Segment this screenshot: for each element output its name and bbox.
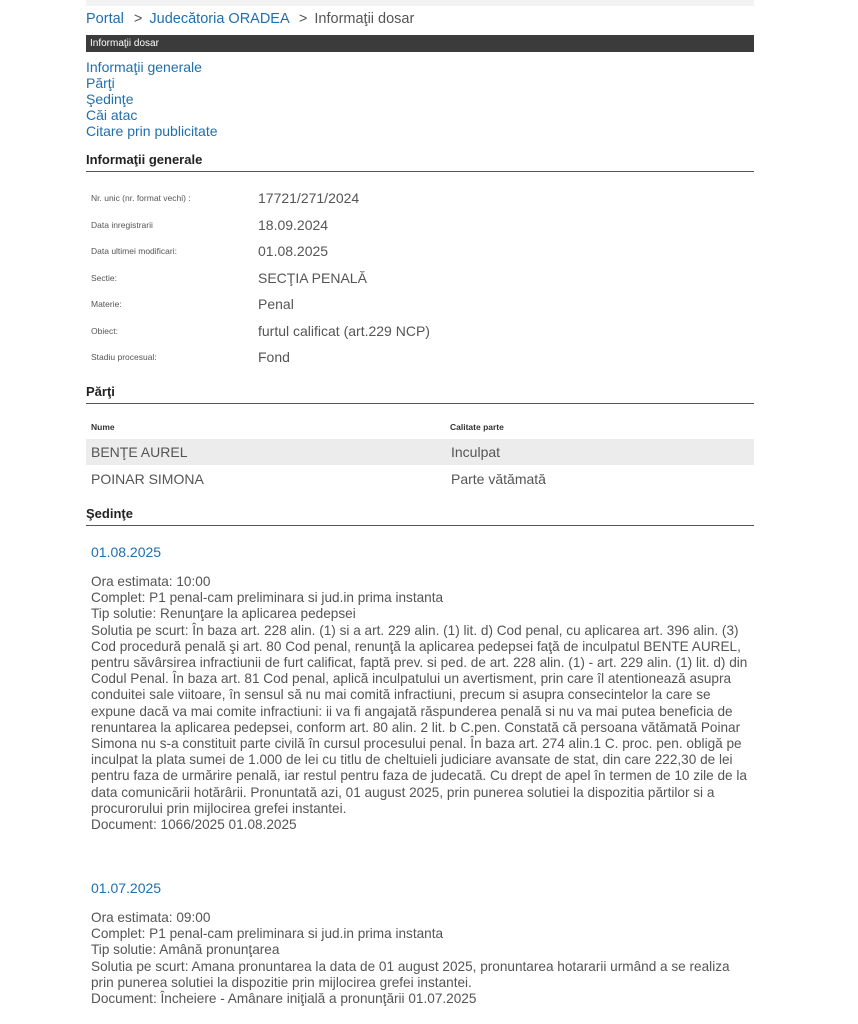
session-solution-summary: Solutia pe scurt: În baza art. 228 alin. (1) si a art. 229 alin. (1) lit. d) Cod penal, cu aplicarea art. 396 alin. (3) Cod procedură penală şi art. 80 Cod penal, renunţă la aplicarea pedepsei faţă de inculpatul BENTE AUREL, pentru săvârsirea infractiunii de furt calificat, faptă prev. si ped. de art. 228 alin. (1) - art. 229 alin. (1) lit. d) din Codul Penal. În baza art. 81 Cod penal, aplică inculpatului un avertisment, prin care îl atentionează asupra conduitei sale viitoare, în sensul să nu mai comită infractiuni, precum si asupra consecintelor la care se expune dacă va mai comite infractiuni: ii va fi angajată răspunderea penală si nu va mai putea beneficia de renuntarea la aplicarea pedepsei, conform art. 80 alin. 2 lit. b C.pen. Constată că persoana vătămată Poinar Simona nu s-a constituit parte civilă în cursul procesului penal. În baza art. 274 alin.1 C. proc. pen. obligă pe inculpat la plata sumei de 1.000 de lei cu titlu de cheltuieli judiciare avansate de stat, din care 222,30 de lei pentru faza de urmărire penală, iar restul pentru faza de judecată. Cu drept de apel în termen de 10 zile de la data comunicării hotărârii. Pronuntată azi, 01 august 2025, prin punerea solutiei la dispozitia părtilor si a procurorului prin mijlocirea grefei instantei. <box>91 622 748 816</box>
info-row-nr-unic <box>91 190 751 212</box>
session-document: Document: 1066/2025 01.08.2025 <box>91 817 297 833</box>
session-time: Ora estimata: 09:00 <box>91 910 211 925</box>
info-label: Stadiu procesual: <box>91 352 157 362</box>
breadcrumb-separator: > <box>298 11 308 27</box>
nav-link-citare[interactable]: Citare prin publicitate <box>86 123 218 139</box>
info-row-stadiu <box>91 349 751 371</box>
parti-heading: Părţi <box>86 384 754 404</box>
info-label: Nr. unic (nr. format vechi) : <box>91 193 191 203</box>
session-date: 01.08.2025 <box>91 544 162 560</box>
section-title-bar-label: Informaţii dosar <box>90 38 159 49</box>
nav-link-parti[interactable]: Părţi <box>86 75 115 91</box>
party-role: Parte vătămată <box>451 471 546 487</box>
party-name: BENŢE AUREL <box>91 444 188 460</box>
nav-link-sedinte[interactable]: Şedinţe <box>86 91 134 107</box>
session-solution-summary: Solutia pe scurt: Amana pronuntarea la data de 01 august 2025, pronuntarea hotararii urmând a se realiza prin punerea solutiei la dispozitie prin mijlocirea grefei instantei. <box>91 958 730 990</box>
info-value: Penal <box>258 296 294 312</box>
session-panel: Complet: P1 penal-cam preliminara si jud.in prima instanta <box>91 590 444 606</box>
breadcrumb-current: Informaţii dosar <box>314 11 415 27</box>
anchor-nav <box>86 59 218 139</box>
breadcrumb-court-link[interactable]: Judecătoria ORADEA <box>149 11 289 27</box>
session-entry <box>91 544 751 833</box>
col-header-name: Nume <box>91 422 115 432</box>
table-row <box>86 466 754 492</box>
info-row-data-inregistrarii <box>91 217 751 239</box>
session-date: 01.07.2025 <box>91 880 162 896</box>
session-solution-type: Tip solutie: Renunţare la aplicarea pedepsei <box>91 606 356 622</box>
sedinte-heading: Şedinţe <box>86 506 754 526</box>
session-solution-type: Tip solutie: Amână pronunţarea <box>91 942 280 958</box>
nav-link-informatii-generale[interactable]: Informaţii generale <box>86 59 202 75</box>
info-label: Sectie: <box>91 273 117 283</box>
session-time: Ora estimata: 10:00 <box>91 574 211 589</box>
session-entry <box>91 880 751 1007</box>
session-panel: Complet: P1 penal-cam preliminara si jud.in prima instanta <box>91 926 444 942</box>
info-value: SECŢIA PENALĂ <box>258 270 367 286</box>
info-label: Data inregistrarii <box>91 220 153 230</box>
table-row <box>86 439 754 465</box>
info-value: 18.09.2024 <box>258 217 329 233</box>
info-value: Fond <box>258 349 290 365</box>
info-row-materie <box>91 296 751 318</box>
breadcrumb-separator: > <box>133 11 143 27</box>
top-strip <box>86 0 754 6</box>
info-label: Obiect: <box>91 326 118 336</box>
session-document: Document: Încheiere - Amânare iniţială a pronunţării 01.07.2025 <box>91 991 477 1007</box>
section-title-bar <box>86 35 754 52</box>
info-value: 17721/271/2024 <box>258 190 360 206</box>
party-role: Inculpat <box>451 444 501 460</box>
info-row-sectie <box>91 270 751 292</box>
info-value: furtul calificat (art.229 NCP) <box>258 323 430 339</box>
general-heading: Informaţii generale <box>86 152 754 172</box>
party-name: POINAR SIMONA <box>91 471 204 487</box>
breadcrumb-portal-link[interactable]: Portal <box>86 11 124 27</box>
breadcrumb <box>86 11 414 27</box>
info-value: 01.08.2025 <box>258 243 329 259</box>
nav-link-cai-atac[interactable]: Căi atac <box>86 107 138 123</box>
info-label: Materie: <box>91 299 122 309</box>
info-label: Data ultimei modificari: <box>91 246 177 256</box>
info-row-obiect <box>91 323 751 345</box>
info-row-data-modificari <box>91 243 751 265</box>
col-header-role: Calitate parte <box>450 422 504 432</box>
